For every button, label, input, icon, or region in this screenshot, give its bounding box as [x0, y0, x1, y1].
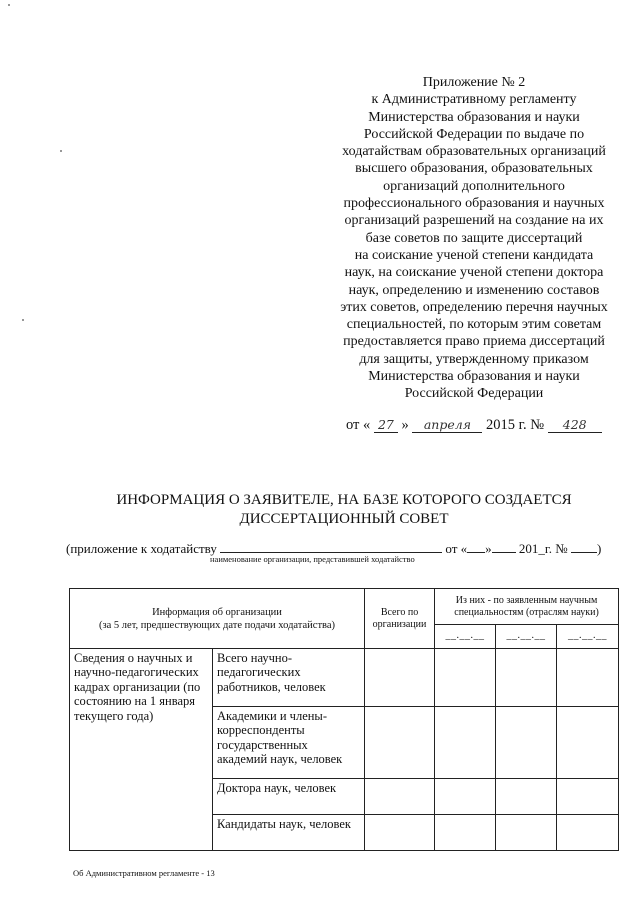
title-line-1: ИНФОРМАЦИЯ О ЗАЯВИТЕЛЕ, НА БАЗЕ КОТОРОГО СОЗДАЕТСЯ — [116, 492, 572, 508]
data-cell — [496, 779, 557, 815]
appendix-line: специальностей, по которым этим советам — [346, 317, 602, 333]
scan-speck — [8, 4, 10, 6]
appendix-line: организаций дополнительного — [383, 178, 565, 194]
header-organization: Информация об организации — [152, 606, 282, 618]
specialty-code-cell: __.__.__ — [435, 625, 496, 649]
data-cell — [435, 649, 496, 707]
request-from: от « — [445, 541, 468, 556]
data-cell — [365, 815, 435, 851]
order-day: 27 — [374, 418, 398, 433]
appendix-line: профессионального образования и научных — [343, 196, 605, 212]
appendix-line: на соискание ученой степени кандидата — [354, 247, 594, 263]
header-total: Всего по организации — [365, 589, 435, 649]
organization-info-table — [69, 588, 619, 851]
appendix-line: к Административному регламенту — [371, 92, 577, 108]
request-quote-close: » — [485, 541, 492, 556]
data-cell — [557, 779, 619, 815]
scan-speck — [60, 150, 62, 152]
order-year-label: 2015 г. № — [486, 417, 545, 433]
order-from-label: от « — [346, 417, 371, 433]
data-cell — [365, 649, 435, 707]
appendix-line: предоставляется право приема диссертаций — [343, 334, 605, 350]
header-specialties: Из них - по заявленным научным специальностям (отраслям науки) — [435, 589, 619, 625]
scan-speck — [22, 319, 24, 321]
page-footer: Об Административном регламенте - 13 — [73, 868, 215, 878]
request-number-blank — [571, 540, 597, 553]
appendix-line: этих советов, определению перечня научных — [340, 299, 608, 315]
data-cell — [496, 649, 557, 707]
table-header-row — [70, 589, 619, 625]
header-organization-cell — [70, 589, 365, 649]
request-caption: наименование организации, представившей ходатайство — [210, 554, 415, 564]
header-organization-note: (за 5 лет, предшествующих дате подачи ходатайства) — [98, 619, 336, 631]
order-number: 428 — [548, 418, 602, 433]
data-cell — [435, 815, 496, 851]
row-label: Кандидаты наук, человек — [213, 815, 365, 851]
appendix-line: Российской Федерации — [404, 386, 544, 402]
appendix-line: ходатайствам образовательных организаций — [342, 144, 606, 160]
appendix-line: базе советов по защите диссертаций — [365, 230, 583, 246]
request-month-blank — [492, 540, 516, 553]
row-label: Доктора наук, человек — [213, 779, 365, 815]
data-cell — [557, 649, 619, 707]
order-month: апреля — [412, 418, 482, 433]
title-line-2: ДИССЕРТАЦИОННЫЙ СОВЕТ — [239, 511, 449, 527]
request-prefix: (приложение к ходатайству — [66, 541, 217, 556]
data-cell — [496, 815, 557, 851]
appendix-line: Министерства образования и науки — [368, 109, 580, 125]
row-label: Всего научно-педагогических работников, человек — [213, 649, 365, 707]
table-row — [70, 649, 619, 707]
appendix-line: организаций разрешений на создание на их — [344, 213, 604, 229]
appendix-line: для защиты, утвержденному приказом — [359, 351, 589, 367]
request-day-blank — [467, 540, 485, 553]
appendix-line: Российской Федерации по выдаче по — [363, 126, 585, 142]
data-cell — [496, 707, 557, 779]
row-label: Академики и члены-корреспонденты государственных академий наук, человек — [213, 707, 365, 779]
request-close: ) — [596, 541, 602, 556]
appendix-line: высшего образования, образовательных — [355, 161, 593, 177]
group-label: Сведения о научных и научно-педагогических кадрах организации (по состоянию на 1 января текущего года) — [70, 649, 213, 851]
appendix-line: наук, определению и изменению составов — [348, 282, 600, 298]
appendix-line: Министерства образования и науки — [368, 369, 580, 385]
order-quote-close: » — [401, 417, 409, 433]
data-cell — [435, 779, 496, 815]
specialty-code-cell: __.__.__ — [496, 625, 557, 649]
organization-name-blank — [220, 540, 442, 553]
appendix-line: Приложение № 2 — [422, 75, 526, 90]
data-cell — [435, 707, 496, 779]
data-cell — [365, 779, 435, 815]
data-cell — [365, 707, 435, 779]
order-date-line — [346, 417, 602, 434]
specialty-code-cell: __.__.__ — [557, 625, 619, 649]
document-title — [70, 491, 618, 529]
data-cell — [557, 815, 619, 851]
data-cell — [557, 707, 619, 779]
appendix-header — [318, 74, 630, 403]
appendix-line: наук, на соискание ученой степени доктора — [344, 265, 604, 281]
request-year: 201_г. № — [518, 541, 568, 556]
